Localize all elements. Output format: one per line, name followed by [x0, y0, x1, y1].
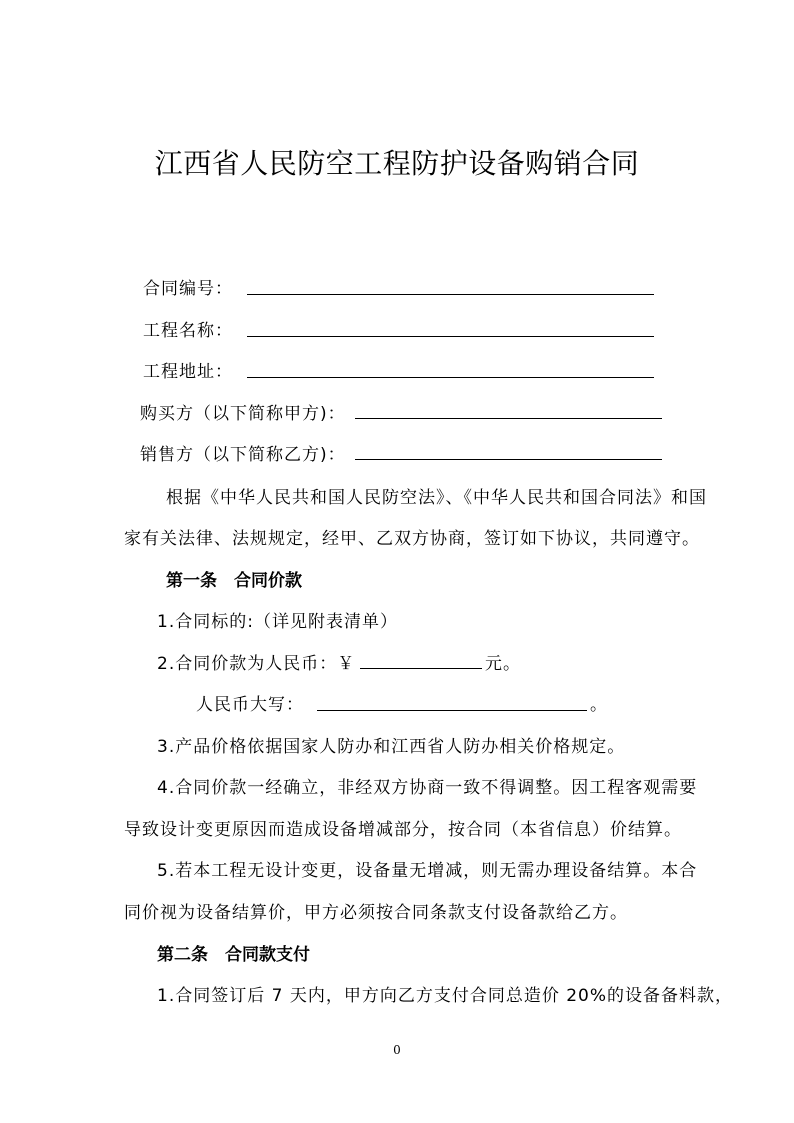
project-address-blank[interactable]: [247, 377, 654, 378]
intro-line-2: 家有关法律、法规规定，经甲、乙双方协商，签订如下协议，共同遵守。: [124, 529, 700, 549]
document-title: 江西省人民防空工程防护设备购销合同: [154, 147, 640, 180]
article-1-item-4-line-2: 导致设计变更原因而造成设备增减部分，按合同（本省信息）价结算。: [124, 820, 682, 840]
page-number: 0: [393, 1043, 401, 1057]
project-address-label: 工程地址：: [143, 362, 233, 382]
article-2-item-1: 1.合同签订后 7 天内，甲方向乙方支付合同总造价 20%的设备备料款，: [157, 986, 734, 1006]
article-1-item-3: 3.产品价格依据国家人防办和江西省人防办相关价格规定。: [157, 737, 626, 757]
contract-amount-blank[interactable]: [360, 668, 482, 669]
seller-blank[interactable]: [355, 459, 662, 460]
buyer-blank[interactable]: [355, 418, 662, 419]
article-2-heading: 第二条 合同款支付: [157, 945, 310, 965]
article-1-item-1: 1.合同标的:（详见附表清单）: [157, 612, 398, 632]
article-1-item-2-suffix: 元。: [485, 654, 521, 674]
article-1-heading: 第一条 合同价款: [166, 571, 302, 591]
seller-label: 销售方（以下简称乙方)：: [140, 445, 346, 465]
article-1-item-2-prefix: 2.合同价款为人民币：￥: [157, 654, 356, 674]
article-1-item-4-line-1: 4.合同价款一经确立，非经双方协商一致不得调整。因工程客观需要: [157, 778, 698, 798]
project-name-label: 工程名称：: [143, 321, 233, 341]
rmb-uppercase-blank[interactable]: [317, 710, 587, 711]
contract-number-blank[interactable]: [247, 294, 654, 295]
article-1-item-5-line-2: 同价视为设备结算价，甲方必须按合同条款支付设备款给乙方。: [124, 903, 628, 923]
intro-line-1: 根据《中华人民共和国人民防空法》、《中华人民共和国合同法》和国: [166, 488, 707, 508]
rmb-uppercase-label: 人民币大写：: [196, 695, 304, 715]
buyer-label: 购买方（以下简称甲方)：: [140, 404, 346, 424]
article-1-item-5-line-1: 5.若本工程无设计变更，设备量无增减，则无需办理设备结算。本合: [157, 861, 698, 881]
project-name-blank[interactable]: [247, 336, 654, 337]
rmb-uppercase-end: 。: [590, 695, 608, 715]
contract-number-label: 合同编号：: [143, 279, 233, 299]
